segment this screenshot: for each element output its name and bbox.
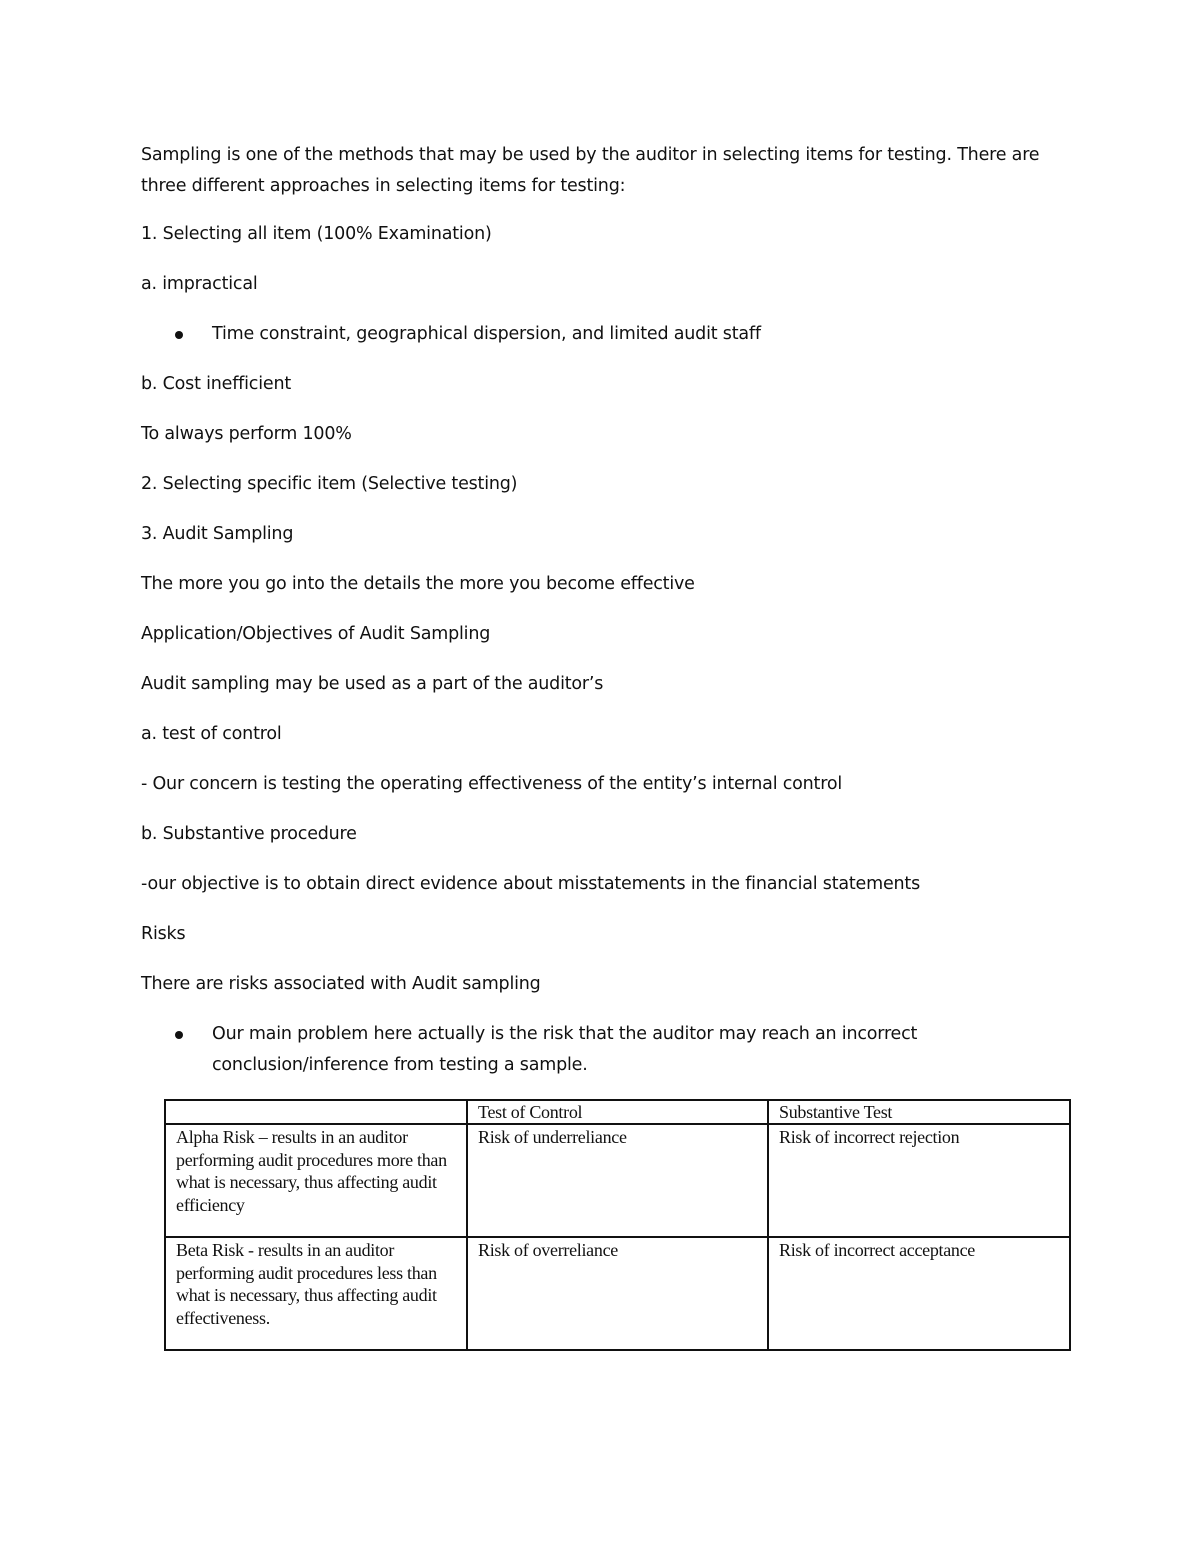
document-body — [141, 140, 1071, 1100]
table-header-cell: Test of Control — [467, 1100, 768, 1124]
table-header-cell: Substantive Test — [768, 1100, 1070, 1124]
paragraph: The more you go into the details the more you become effective — [141, 574, 695, 594]
bullet-text: Our main problem here actually is the risk that the auditor may reach an incorrect conclusion/inference from testing a sample. — [212, 1024, 918, 1075]
table-header-cell — [165, 1100, 467, 1124]
approach-1-heading: 1. Selecting all item (100% Examination) — [141, 224, 492, 244]
approach-1-point-b: b. Cost inefficient — [141, 374, 292, 394]
table-cell: Risk of overreliance — [467, 1237, 768, 1350]
risk-table — [164, 1099, 1071, 1351]
objective-b: b. Substantive procedure — [141, 824, 357, 844]
table-cell: Risk of underreliance — [467, 1124, 768, 1237]
table-row — [165, 1124, 1070, 1237]
paragraph: There are risks associated with Audit sampling — [141, 974, 541, 994]
section-heading: Risks — [141, 924, 186, 944]
table-cell: Alpha Risk – results in an auditor performing audit procedures more than what is necessary, thus affecting audit efficiency — [165, 1124, 467, 1237]
objective-a-detail: - Our concern is testing the operating effectiveness of the entity’s internal control — [141, 774, 842, 794]
intro-paragraph: Sampling is one of the methods that may be used by the auditor in selecting items for testing. There are three different approaches in selecting items for testing: — [141, 145, 1040, 196]
objective-b-detail: -our objective is to obtain direct evidence about misstatements in the financial statements — [141, 874, 920, 894]
bullet-item — [141, 319, 1071, 350]
approach-1-point-a: a. impractical — [141, 274, 258, 294]
objective-a: a. test of control — [141, 724, 282, 744]
paragraph: To always perform 100% — [141, 424, 352, 444]
table-cell: Beta Risk - results in an auditor performing audit procedures less than what is necessary, thus affecting audit effectiveness. — [165, 1237, 467, 1350]
paragraph: Audit sampling may be used as a part of the auditor’s — [141, 674, 604, 694]
approach-3-heading: 3. Audit Sampling — [141, 524, 294, 544]
bullet-text: Time constraint, geographical dispersion, and limited audit staff — [212, 324, 761, 344]
bullet-dot-icon — [175, 331, 183, 339]
table-cell: Risk of incorrect acceptance — [768, 1237, 1070, 1350]
bullet-item — [141, 1019, 1071, 1081]
table-cell: Risk of incorrect rejection — [768, 1124, 1070, 1237]
table-header-row — [165, 1100, 1070, 1124]
approach-2-heading: 2. Selecting specific item (Selective testing) — [141, 474, 518, 494]
section-heading: Application/Objectives of Audit Sampling — [141, 624, 491, 644]
bullet-dot-icon — [175, 1031, 183, 1039]
table-row — [165, 1237, 1070, 1350]
